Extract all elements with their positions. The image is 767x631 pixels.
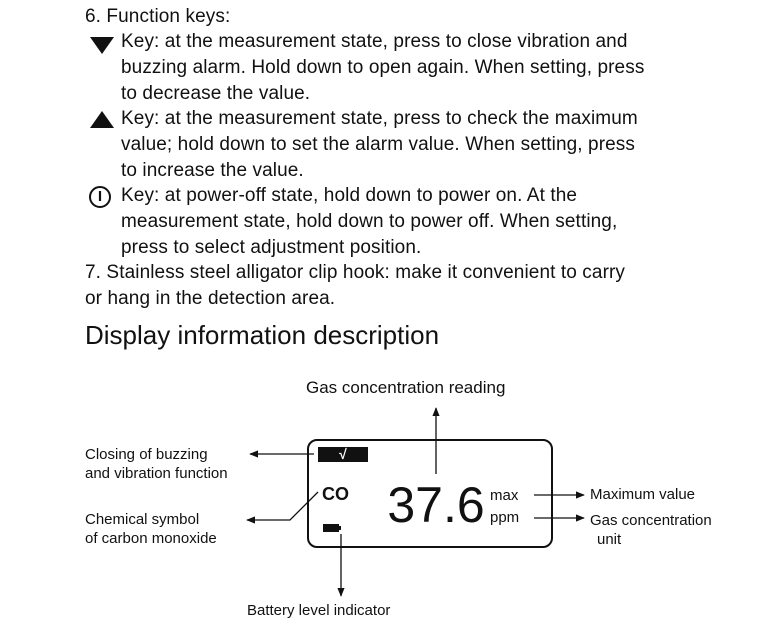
- lcd-reading: 37.6: [387, 477, 485, 533]
- ppm-tag: ppm: [490, 509, 520, 526]
- chemical-symbol-label-2: of carbon monoxide: [85, 530, 217, 547]
- up-key-line-2: value; hold down to set the alarm value. When setting, press: [121, 134, 635, 155]
- buzz-vibration-label-1: Closing of buzzing: [85, 446, 208, 463]
- max-value-label: Maximum value: [590, 486, 696, 503]
- chemical-symbol: CO: [322, 484, 349, 504]
- power-key-line-1: Key: at power-off state, hold down to power on. At the: [121, 185, 578, 206]
- max-tag: max: [490, 487, 519, 504]
- clip-item-line-2: or hang in the detection area.: [85, 288, 336, 309]
- power-key-line-2: measurement state, hold down to power off. When setting,: [121, 211, 618, 232]
- down-key-line-3: to decrease the value.: [121, 83, 311, 104]
- gas-unit-label-1: Gas concentration: [590, 512, 712, 529]
- chemical-symbol-label-1: Chemical symbol: [85, 511, 200, 528]
- down-key-line-2: buzzing alarm. Hold down to open again. When setting, press: [121, 57, 645, 78]
- down-key-line-1: Key: at the measurement state, press to close vibration and: [121, 31, 628, 52]
- gas-unit-label-2: unit: [597, 531, 622, 548]
- power-key-line-3: press to select adjustment position.: [121, 237, 422, 258]
- up-key-line-1: Key: at the measurement state, press to check the maximum: [121, 108, 638, 129]
- buzz-vibration-label-2: and vibration function: [85, 465, 228, 482]
- clip-item-line-1: 7. Stainless steel alligator clip hook: make it convenient to carry: [85, 262, 626, 283]
- up-key-line-3: to increase the value.: [121, 160, 304, 181]
- check-mark-icon: √: [339, 446, 347, 462]
- gas-reading-label: Gas concentration reading: [306, 378, 506, 397]
- battery-icon: [323, 524, 341, 532]
- battery-label: Battery level indicator: [247, 602, 391, 619]
- display-section-heading: Display information description: [85, 320, 440, 350]
- function-keys-title: 6. Function keys:: [85, 6, 231, 27]
